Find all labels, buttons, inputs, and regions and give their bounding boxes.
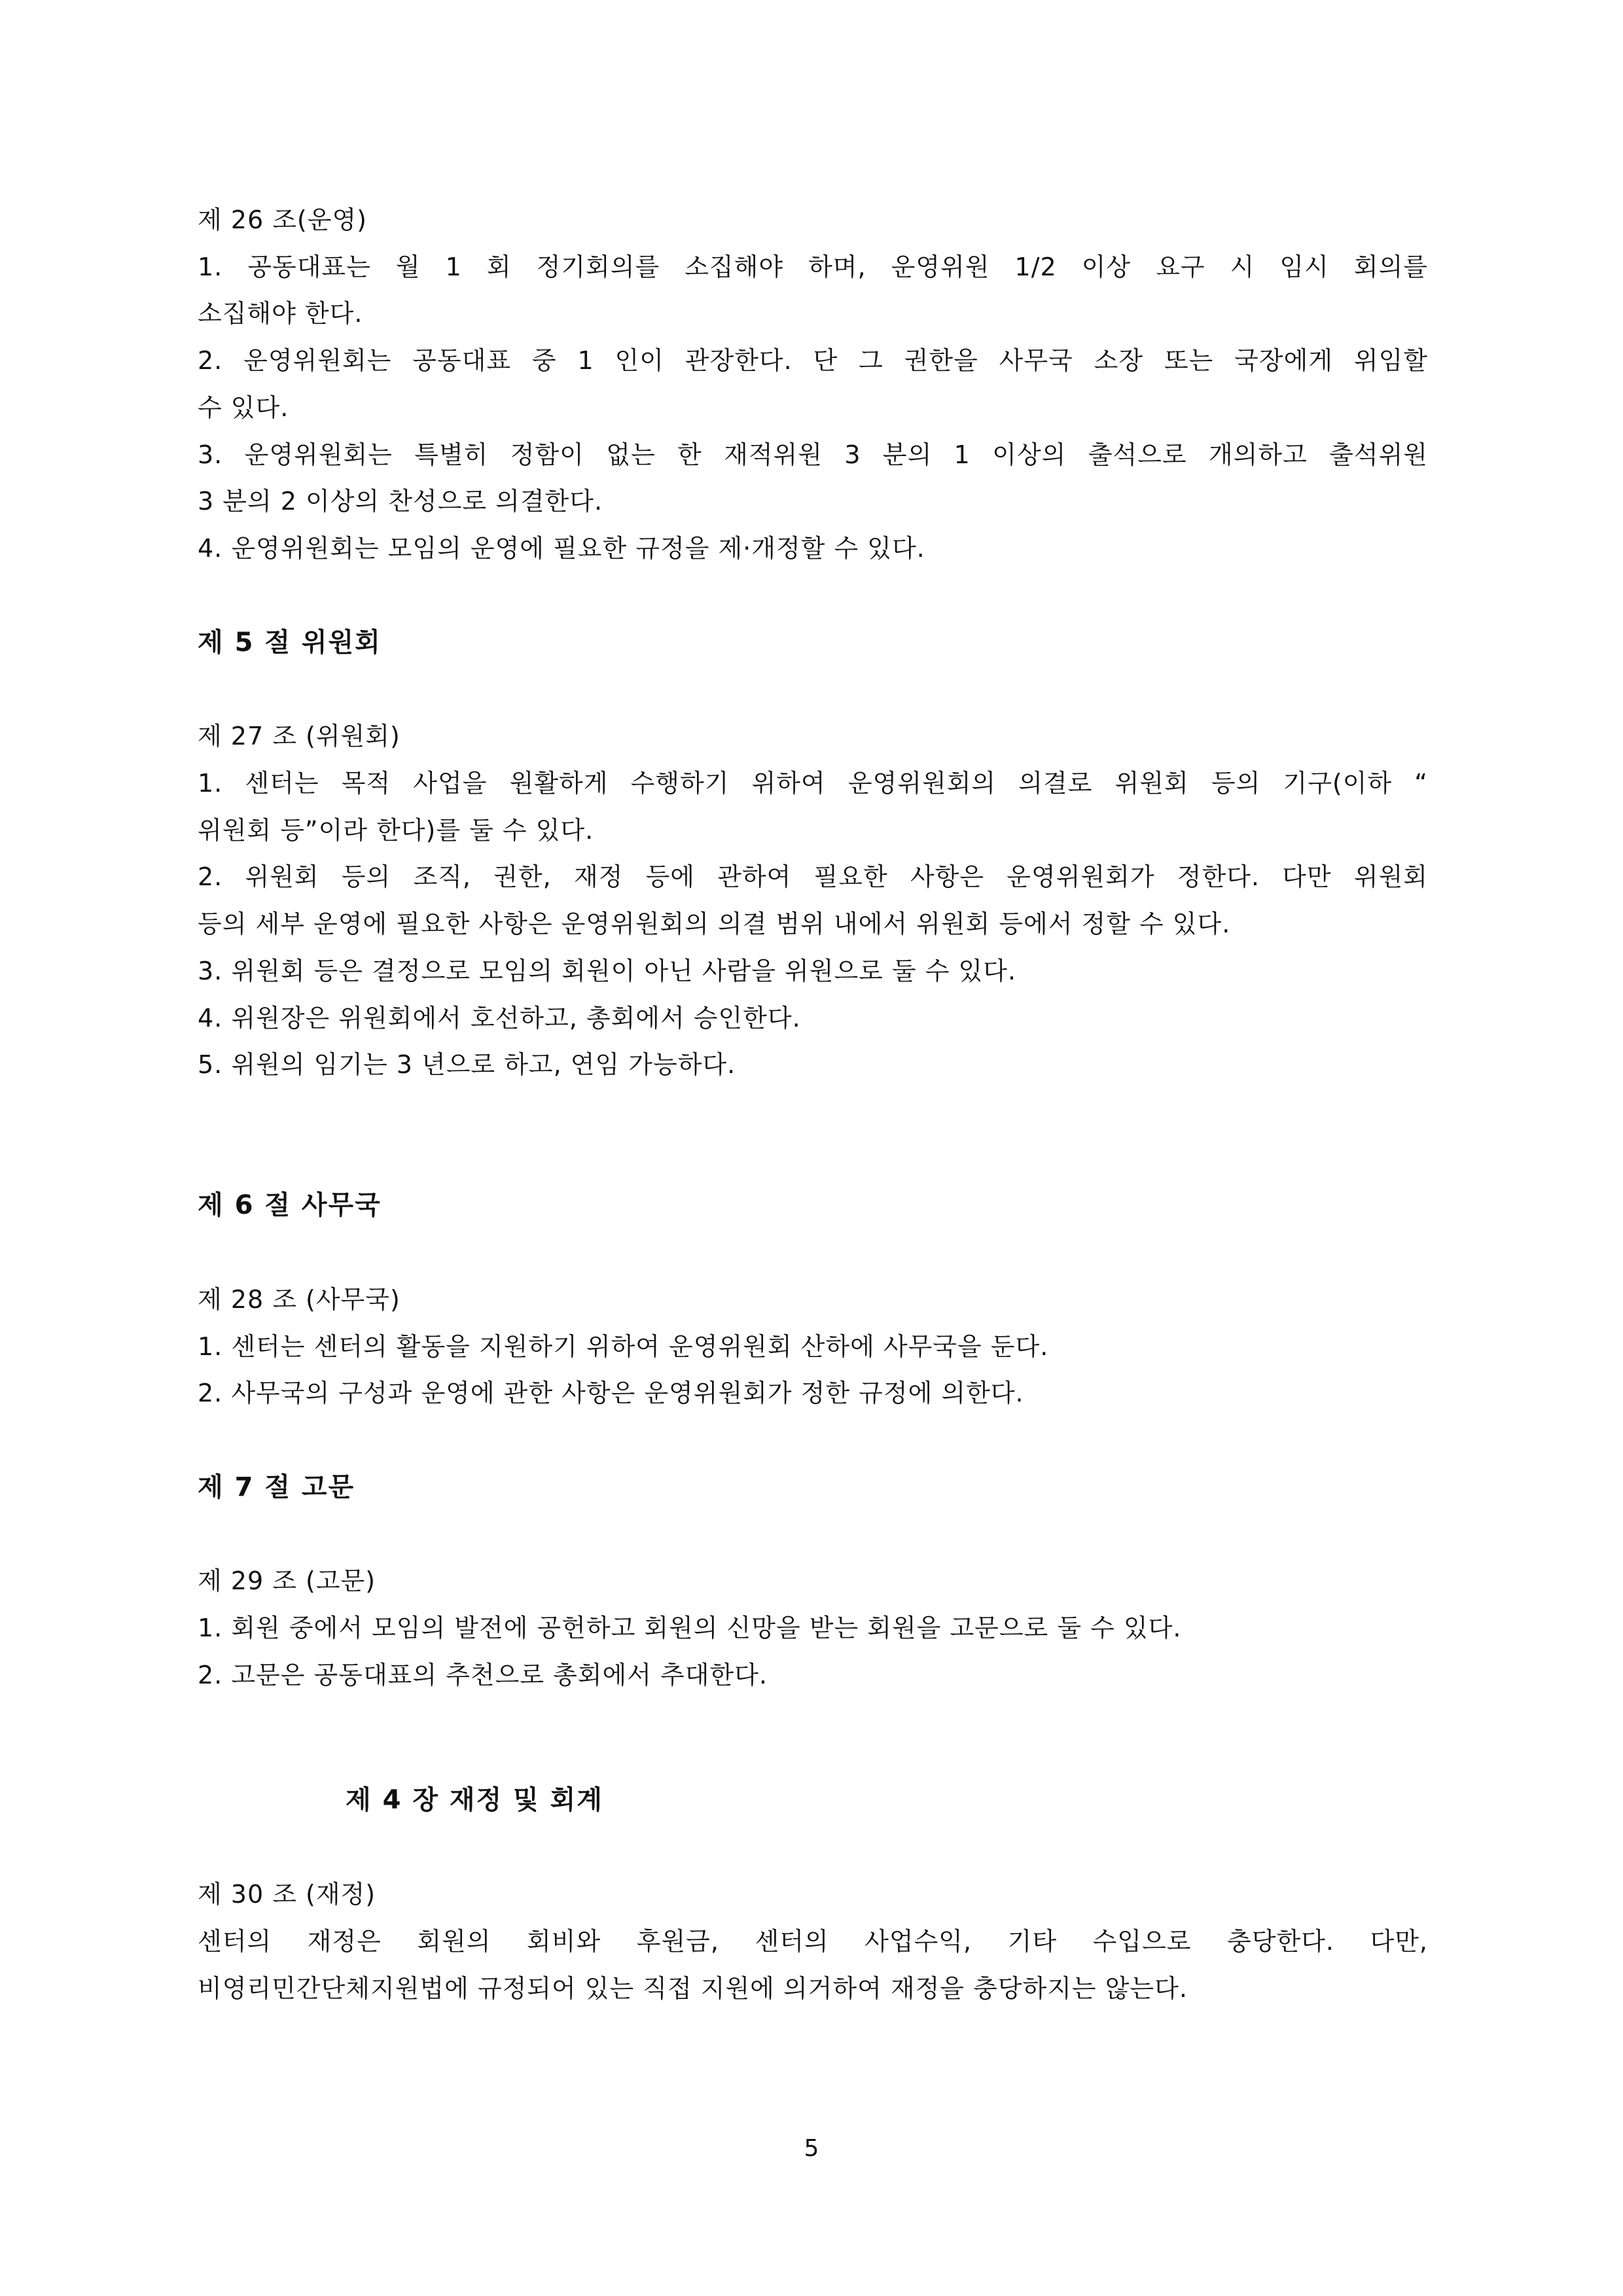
article-30-paragraph-a: 센터의 재정은 회원의 회비와 후원금, 센터의 사업수익, 기타 수입으로 충당한다. 다만, — [198, 1927, 1428, 1956]
article-28-item-2: 2. 사무국의 구성과 운영에 관한 사항은 운영위원회가 정한 규정에 의한다. — [198, 1379, 1024, 1407]
article-29-item-2: 2. 고문은 공동대표의 추천으로 총회에서 추대한다. — [198, 1661, 768, 1689]
article-26-item-3b: 3 분의 2 이상의 찬성으로 의결한다. — [198, 487, 603, 516]
article-26-item-1a: 1. 공동대표는 월 1 회 정기회의를 소집해야 하며, 운영위원 1/2 이상 요구 시 임시 회의를 — [198, 253, 1428, 281]
article-27-title: 제 27 조 (위원회) — [198, 722, 401, 751]
article-27-item-4: 4. 위원장은 위원회에서 호선하고, 총회에서 승인한다. — [198, 1004, 801, 1033]
article-27-item-1a: 1. 센터는 목적 사업을 원활하게 수행하기 위하여 운영위원회의 의결로 위원회 등의 기구(이하 “ — [198, 769, 1428, 798]
article-30-paragraph-b: 비영리민간단체지원법에 규정되어 있는 직접 지원에 의거하여 재정을 충당하지는 않는다. — [198, 1974, 1188, 2003]
article-26-item-3a: 3. 운영위원회는 특별히 정함이 없는 한 재적위원 3 분의 1 이상의 출석으로 개의하고 출석위원 — [198, 440, 1428, 469]
chapter-4-heading: 제 4 장 재정 및 회계 — [346, 1785, 603, 1815]
article-27-item-2a: 2. 위원회 등의 조직, 권한, 재정 등에 관하여 필요한 사항은 운영위원회가 정한다. 다만 위원회 — [198, 862, 1428, 891]
article-28-item-1: 1. 센터는 센터의 활동을 지원하기 위하여 운영위원회 산하에 사무국을 둔다. — [198, 1332, 1049, 1361]
article-29-item-1: 1. 회원 중에서 모임의 발전에 공헌하고 회원의 신망을 받는 회원을 고문으로 둘 수 있다. — [198, 1614, 1182, 1642]
article-27-item-1b: 위원회 등”이라 한다)를 둘 수 있다. — [198, 816, 594, 845]
article-29-title: 제 29 조 (고문) — [198, 1566, 376, 1595]
article-27-item-3: 3. 위원회 등은 결정으로 모임의 회원이 아닌 사람을 위원으로 둘 수 있다. — [198, 957, 1017, 985]
article-27-item-2b: 등의 세부 운영에 필요한 사항은 운영위원회의 의결 범위 내에서 위원회 등에서 정할 수 있다. — [198, 910, 1231, 938]
article-26-title: 제 26 조(운영) — [198, 205, 367, 234]
section-5-heading: 제 5 절 위원회 — [198, 627, 382, 658]
section-7-heading: 제 7 절 고문 — [198, 1472, 355, 1502]
page-number: 5 — [804, 2135, 819, 2162]
article-28-title: 제 28 조 (사무국) — [198, 1285, 401, 1314]
article-26-item-4: 4. 운영위원회는 모임의 운영에 필요한 규정을 제·개정할 수 있다. — [198, 534, 925, 563]
article-27-item-5: 5. 위원의 임기는 3 년으로 하고, 연임 가능하다. — [198, 1050, 736, 1079]
article-26-item-2a: 2. 운영위원회는 공동대표 중 1 인이 관장한다. 단 그 권한을 사무국 소장 또는 국장에게 위임할 — [198, 346, 1428, 375]
article-26-item-2b: 수 있다. — [198, 393, 289, 422]
section-6-heading: 제 6 절 사무국 — [198, 1190, 382, 1220]
article-26-item-1b: 소집해야 한다. — [198, 299, 363, 328]
article-30-title: 제 30 조 (재정) — [198, 1880, 376, 1909]
